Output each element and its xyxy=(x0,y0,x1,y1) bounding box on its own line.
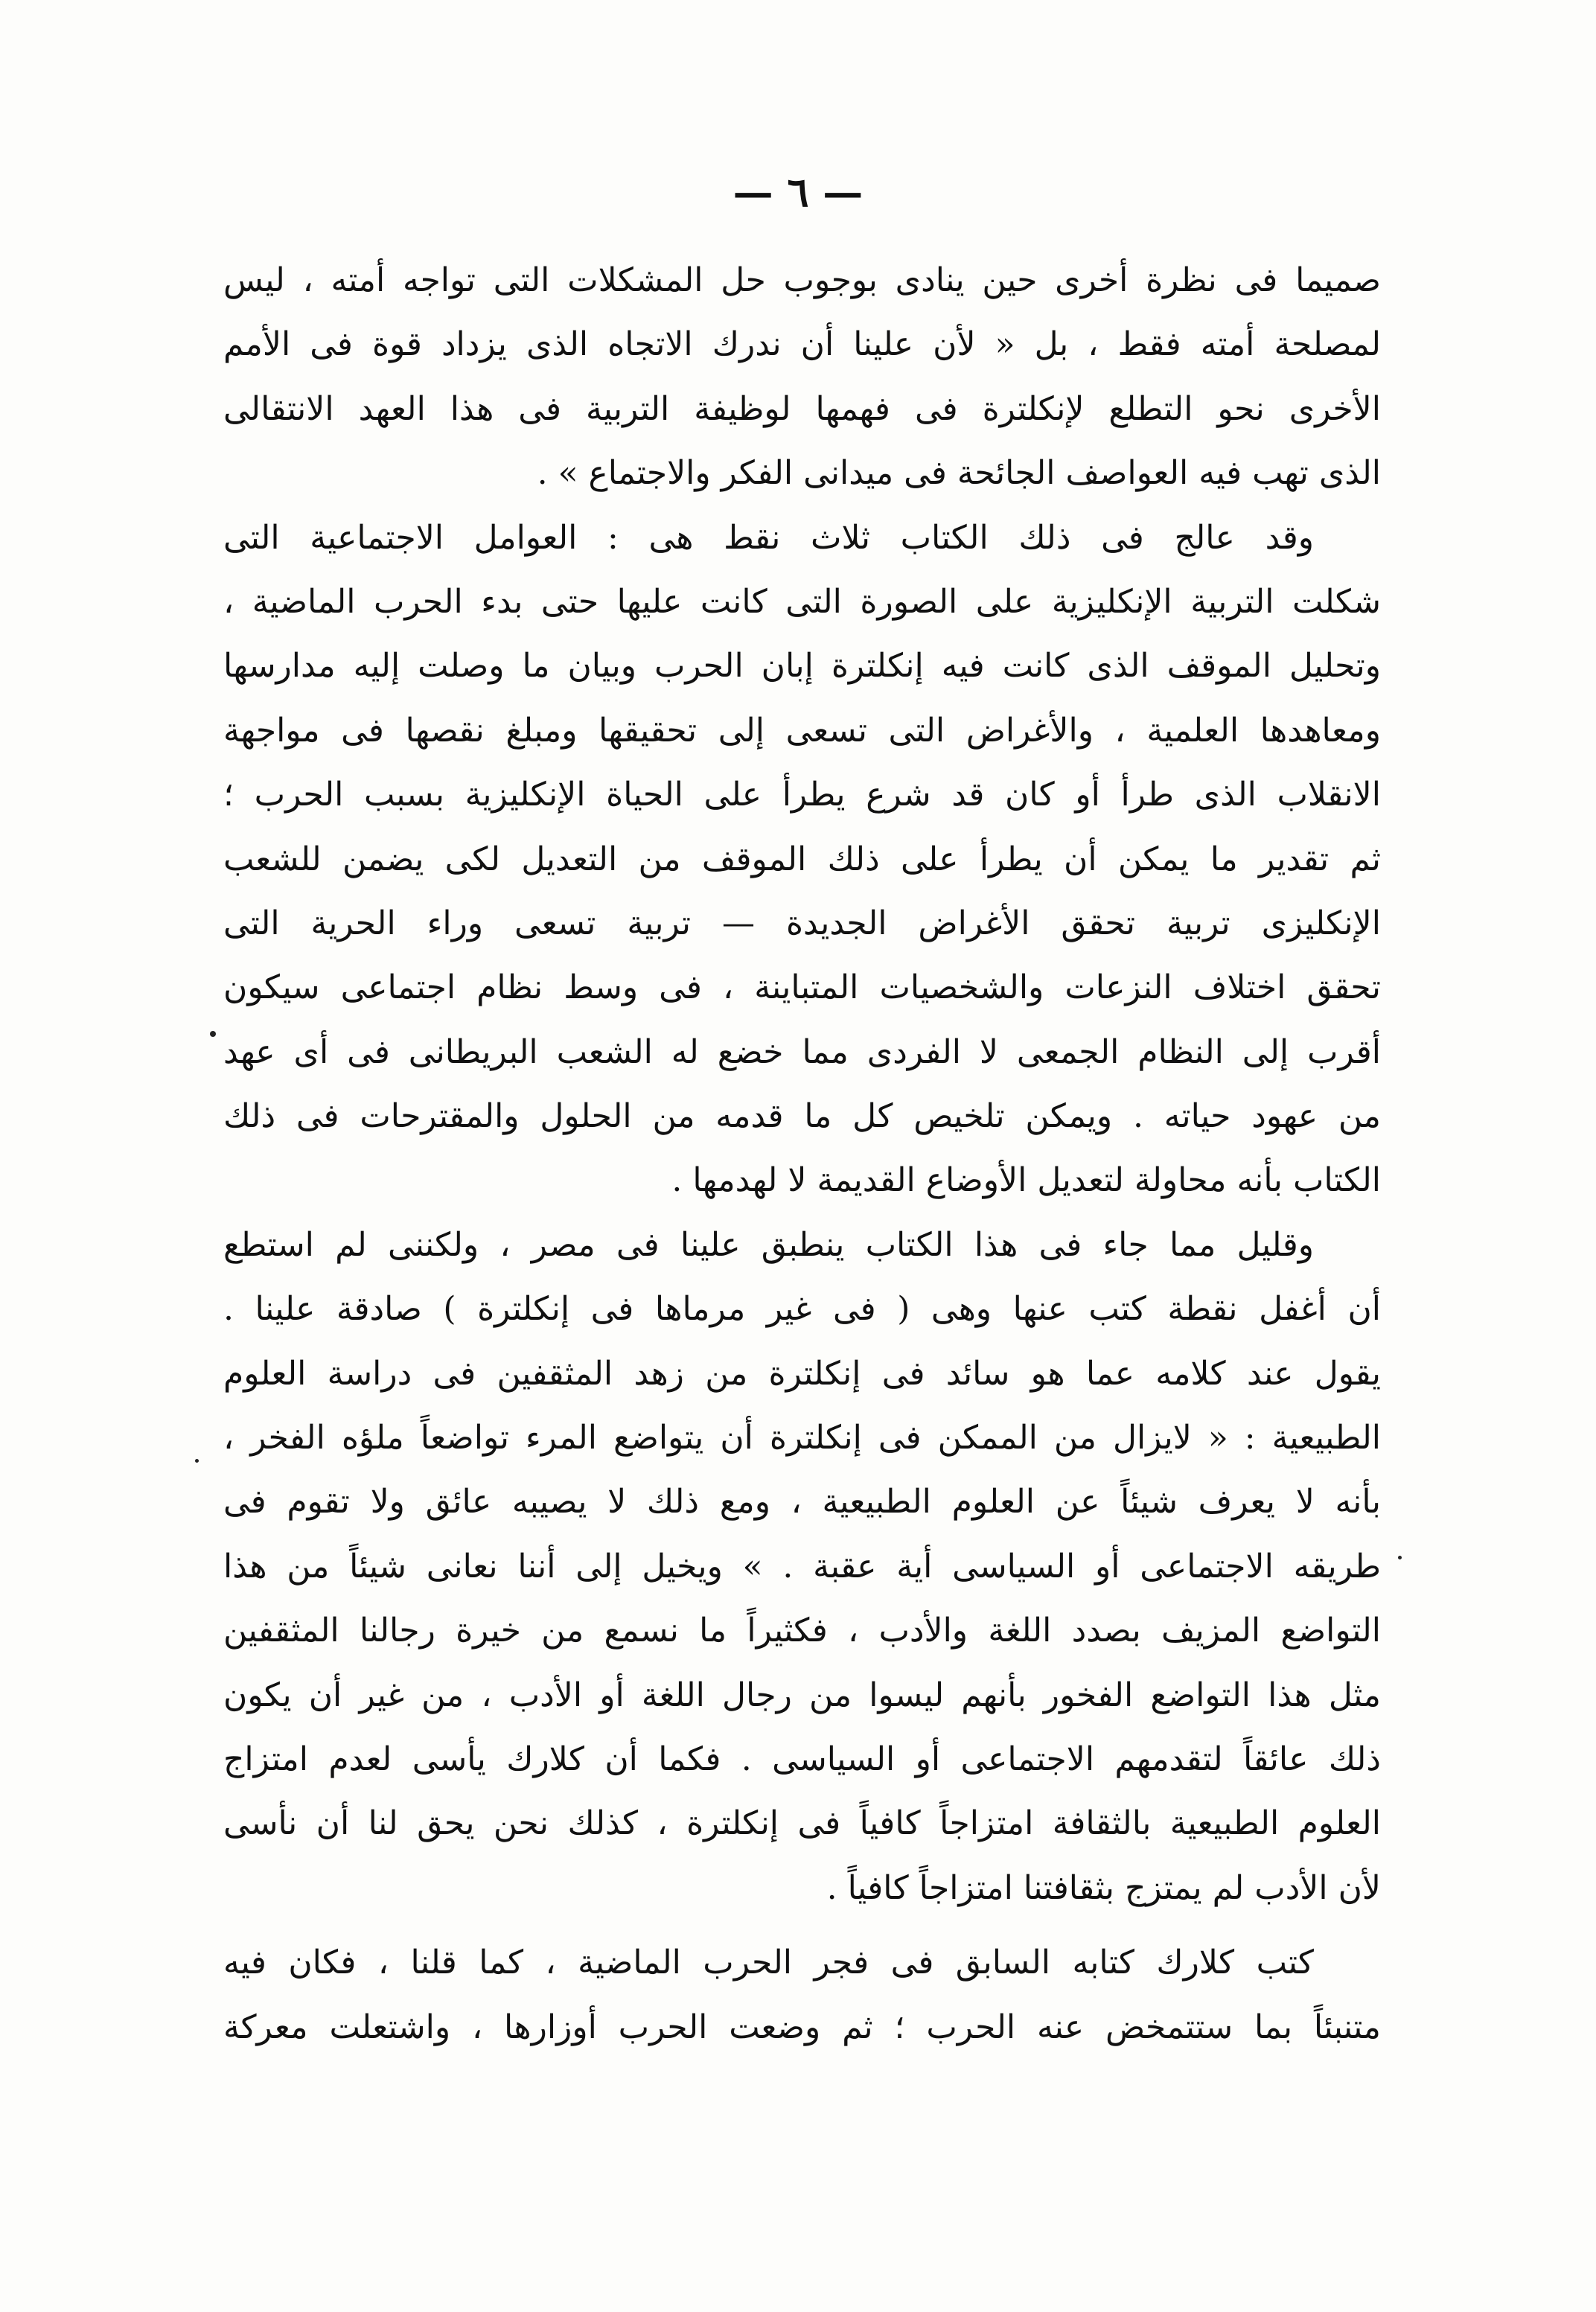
text-line: كتب كلارك كتابه السابق فى فجر الحرب الماضية ، كما قلنا ، فكان فيه xyxy=(223,1944,1314,1982)
text-line: أقرب إلى النظام الجمعى لا الفردى مما خضع له الشعب البريطانى فى أى عهد xyxy=(223,1032,1381,1071)
text-line: مثل هذا التواضع الفخور بأنهم ليسوا من رجال اللغة أو الأدب ، من غير أن يكون xyxy=(223,1676,1381,1714)
text-line: لأن الأدب لم يمتزج بثقافتنا امتزاجاً كافياً . xyxy=(826,1868,1381,1907)
text-line: التواضع المزيف بصدد اللغة والأدب ، فكثيراً ما نسمع من خيرة رجالنا المثقفين xyxy=(223,1612,1381,1650)
text-line: من عهود حياته . ويمكن تلخيص كل ما قدمه من الحلول والمقترحات فى ذلك xyxy=(223,1097,1381,1136)
margin-speck xyxy=(1398,1556,1402,1559)
text-line: بأنه لا يعرف شيئاً عن العلوم الطبيعية ، ومع ذلك لا يصيبه عائق ولا تقوم فى xyxy=(223,1483,1381,1521)
text-line: متنبئاً بما ستتمخض عنه الحرب ؛ ثم وضعت الحرب أوزارها ، واشتعلت معركة xyxy=(223,2008,1381,2046)
page-number: — ٦ — xyxy=(732,168,864,216)
text-line: يقول عند كلامه عما هو سائد فى إنكلترة من زهد المثقفين فى دراسة العلوم xyxy=(223,1354,1381,1393)
text-line: الإنكليزى تربية تحقق الأغراض الجديدة — تربية تسعى وراء الحرية التى xyxy=(223,904,1381,942)
text-line: صميما فى نظرة أخرى حين ينادى بوجوب حل المشكلات التى تواجه أمته ، ليس xyxy=(223,261,1381,299)
text-line: شكلت التربية الإنكليزية على الصورة التى كانت عليها حتى بدء الحرب الماضية ، xyxy=(223,582,1381,621)
text-line: الانقلاب الذى طرأ أو كان قد شرع يطرأ على الحياة الإنكليزية بسبب الحرب ؛ xyxy=(223,776,1381,814)
text-line: طريقه الاجتماعى أو السياسى أية عقبة . » ويخيل إلى أننا نعانى شيئاً من هذا xyxy=(223,1547,1381,1585)
text-line: ومعاهدها العلمية ، والأغراض التى تسعى إلى تحقيقها ومبلغ نقصها فى مواجهة xyxy=(223,711,1381,750)
text-line: الكتاب بأنه محاولة لتعديل الأوضاع القديمة لا لهدمها . xyxy=(671,1161,1381,1200)
margin-speck xyxy=(210,1031,216,1037)
margin-speck xyxy=(195,1459,199,1463)
text-line: وتحليل الموقف الذى كانت فيه إنكلترة إبان الحرب وبيان ما وصلت إليه مدارسها xyxy=(223,647,1381,686)
text-line: الذى تهب فيه العواصف الجائحة فى ميدانى الفكر والاجتماع » . xyxy=(537,454,1381,493)
text-line: لمصلحة أمته فقط ، بل « لأن علينا أن ندرك الاتجاه الذى يزداد قوة فى الأمم xyxy=(223,325,1381,364)
text-line: ذلك عائقاً لتقدمهم الاجتماعى أو السياسى . فكما أن كلارك يأسى لعدم امتزاج xyxy=(223,1740,1381,1778)
text-line: ثم تقدير ما يمكن أن يطرأ على ذلك الموقف من التعديل لكى يضمن للشعب xyxy=(223,840,1381,878)
text-line: تحقق اختلاف النزعات والشخصيات المتباينة ، فى وسط نظام اجتماعى سيكون xyxy=(223,968,1381,1007)
text-line: وقليل مما جاء فى هذا الكتاب ينطبق علينا فى مصر ، ولكننى لم استطع xyxy=(223,1225,1314,1264)
text-line: أن أغفل نقطة كتب عنها وهى ( فى غير مرماها فى إنكلترة ) صادقة علينا . xyxy=(223,1290,1381,1329)
text-line: الطبيعية : « لايزال من الممكن فى إنكلترة أن يتواضع المرء تواضعاً ملؤه الفخر ، xyxy=(223,1419,1381,1457)
text-line: الأخرى نحو التطلع لإنكلترة فى فهمها لوظيفة التربية فى هذا العهد الانتقالى xyxy=(223,389,1381,428)
text-line: وقد عالج فى ذلك الكتاب ثلاث نقط هى : العوامل الاجتماعية التى xyxy=(223,518,1314,557)
body-text xyxy=(223,249,1381,2060)
text-line: العلوم الطبيعية بالثقافة امتزاجاً كافياً فى إنكلترة ، كذلك نحن يحق لنا أن نأسى xyxy=(223,1804,1381,1843)
